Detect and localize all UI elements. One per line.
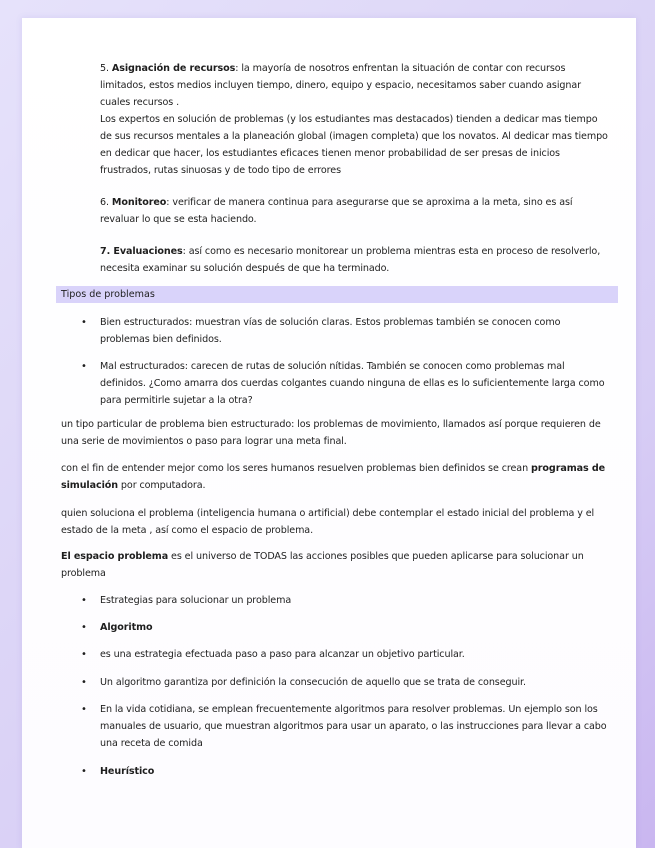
bullet-dot: • (81, 361, 87, 372)
bullet-dot: • (81, 317, 87, 328)
state-paragraph: quien soluciona el problema (inteligencia humana o artificial) debe contemplar el estado inicial del problema y el estado de la meta , así como el espacio de problema. (61, 508, 595, 536)
list-item (81, 763, 612, 780)
list-item-text: Heurístico (100, 766, 155, 777)
simulation-tail: por computadora. (117, 480, 206, 491)
list-item (81, 646, 612, 663)
item-5-number: 5. (100, 63, 112, 74)
list-item (81, 701, 612, 752)
item-6-paragraph (100, 194, 610, 228)
list-item-text: Un algoritmo garantiza por definición la consecución de aquello que se trata de conseguir. (100, 677, 526, 688)
list-item (81, 674, 612, 691)
item-5-text: : la mayoría de nosotros enfrentan la situación de contar con recursos limitados, estos medios incluyen tiempo, dinero, equipo y espacio, necesitamos saber cuando asignar cuales recursos . (100, 63, 581, 108)
problem-space-paragraph (61, 548, 613, 582)
item-7-paragraph (100, 243, 610, 277)
item-5-paragraph (100, 60, 610, 111)
bullet-dot: • (81, 677, 87, 688)
type-bullet-text: Bien estructurados: muestran vías de solución claras. Estos problemas también se conocen como problemas bien definidos. (100, 317, 561, 345)
item-6-number: 6. (100, 197, 112, 208)
problem-space-text: es el universo de TODAS las acciones posibles que pueden aplicarse para solucionar un problema (61, 551, 584, 579)
simulation-paragraph (61, 460, 613, 494)
section-heading-bar (56, 286, 618, 303)
bullet-dot: • (81, 622, 87, 633)
section-heading: Tipos de problemas (61, 289, 155, 300)
document-page (22, 18, 636, 848)
type-bullet-2 (81, 358, 612, 409)
bullet-dot: • (81, 704, 87, 715)
type-bullet-1 (81, 314, 612, 348)
list-item (81, 592, 612, 609)
bullet-dot: • (81, 649, 87, 660)
simulation-text: con el fin de entender mejor como los seres humanos resuelven problemas bien definidos se crean (61, 463, 532, 474)
list-item-text: es una estrategia efectuada paso a paso para alcanzar un objetivo particular. (100, 649, 465, 660)
item-5-heading: Asignación de recursos (111, 63, 236, 74)
list-item-text: Estrategias para solucionar un problema (100, 595, 292, 606)
item-6-heading: Monitoreo (111, 197, 167, 208)
problem-space-heading: El espacio problema (61, 551, 169, 562)
list-item (81, 619, 612, 636)
item-5-paragraph-2: Los expertos en solución de problemas (y los estudiantes mas destacados) tienden a dedicar mas tiempo de sus recursos mentales a la planeación global (imagen completa) que los novatos. Al dedicar mas tiempo en dedicar que hacer, los estudiantes eficaces tienen menor probabilidad de ser presas de inicios frustrados, rutas sinuosas y de todo tipo de errores (100, 114, 608, 176)
movement-paragraph: un tipo particular de problema bien estructurado: los problemas de movimiento, llamados así porque requieren de una serie de movimientos o paso para lograr una meta final. (61, 419, 601, 447)
list-item-text: En la vida cotidiana, se emplean frecuentemente algoritmos para resolver problemas. Un ejemplo son los manuales de usuario, que muestran algoritmos para usar un aparato, o las instrucciones para llevar a cabo una receta de comida (100, 704, 607, 749)
type-bullet-text: Mal estructurados: carecen de rutas de solución nítidas. También se conocen como problemas mal definidos. ¿Como amarra dos cuerdas colgantes cuando ninguna de ellas es lo suficientemente larga como para permitirle sujetar a la otra? (100, 361, 605, 406)
item-6-text: : verificar de manera continua para asegurarse que se aproxima a la meta, sino es así revaluar lo que se esta haciendo. (100, 197, 573, 225)
item-7-heading: 7. Evaluaciones (100, 246, 183, 257)
bullet-dot: • (81, 766, 87, 777)
simulation-bold: programas de simulación (61, 463, 605, 491)
list-item-text: Algoritmo (100, 622, 153, 633)
bullet-dot: • (81, 595, 87, 606)
item-7-text: : así como es necesario monitorear un problema mientras esta en proceso de resolverlo, necesita examinar su solución después de que ha terminado. (100, 246, 601, 274)
